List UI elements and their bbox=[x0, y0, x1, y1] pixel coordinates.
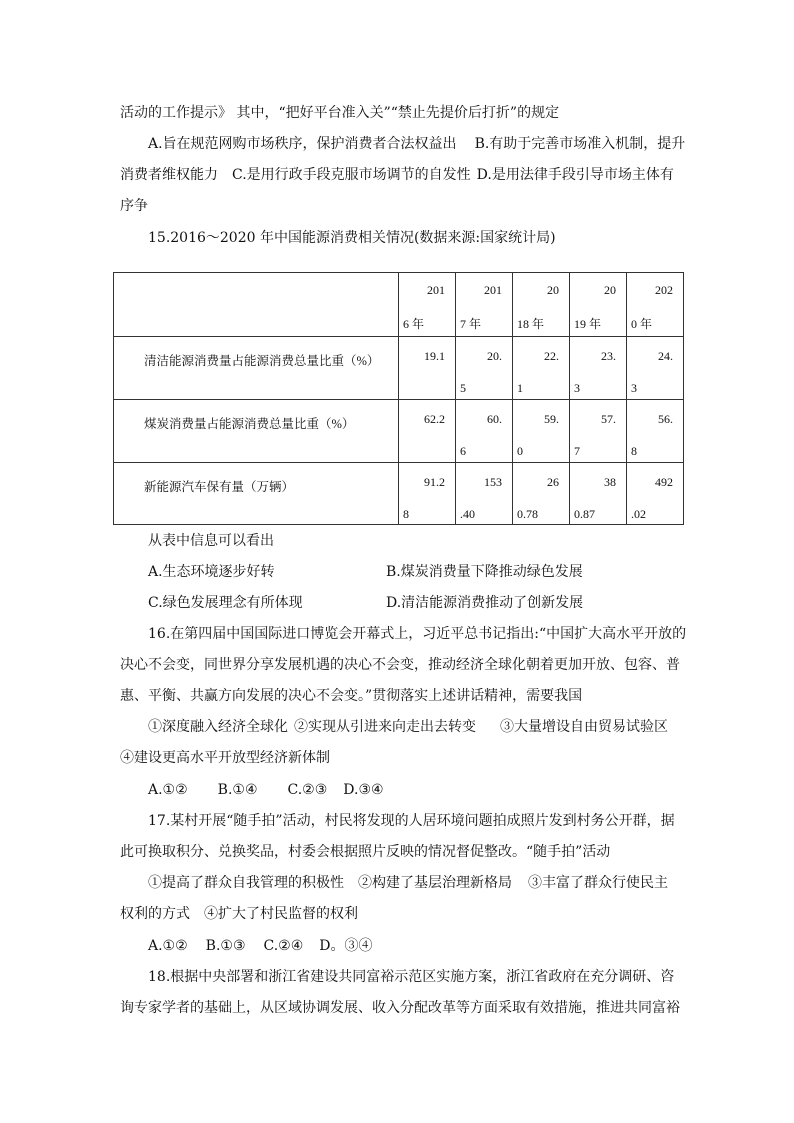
year-cell: 20 19 年 bbox=[570, 273, 627, 337]
q14-option-d: D.是用法律手段引导市场主体有 bbox=[476, 167, 674, 183]
q16-item-1: ①深度融入经济全球化 bbox=[148, 719, 288, 735]
row-label: 新能源汽车保有量（万辆） bbox=[114, 463, 399, 525]
table-cell: 38 0.87 bbox=[570, 463, 627, 525]
q14-option-line-2 bbox=[120, 165, 674, 185]
table-cell: 60. 6 bbox=[456, 400, 513, 463]
q17-item-3: ③丰富了群众行使民主 bbox=[528, 875, 668, 891]
q17-stem-2: 此可换取积分、兑换奖品，村委会根据照片反映的情况督促整改。“随手拍”活动 bbox=[120, 844, 611, 860]
table-cell: 57. 7 bbox=[570, 400, 627, 463]
q14-option-d-end: 序争 bbox=[120, 198, 148, 214]
table-row-nev bbox=[114, 463, 684, 525]
energy-table bbox=[113, 272, 684, 525]
year-cell: 202 0 年 bbox=[627, 273, 684, 337]
q18-stem-1: 18.根据中央部署和浙江省建设共同富裕示范区实施方案，浙江省政府在充分调研、咨 bbox=[148, 969, 675, 985]
table-cell: 19.1 bbox=[399, 337, 456, 400]
q14-option-b: B.有助于完善市场准入机制，提升 bbox=[474, 136, 686, 152]
q17-answer-d: D。③④ bbox=[319, 938, 373, 954]
table-cell: 492 .02 bbox=[627, 463, 684, 525]
table-header-row bbox=[114, 273, 684, 337]
q16-stem-2: 决心不会变，同世界分享发展机遇的决心不会变，推动经济全球化朝着更加开放、包容、普 bbox=[120, 657, 680, 673]
q16-answer-c: C.②③ bbox=[287, 782, 328, 798]
q16-answer-d: D.③④ bbox=[343, 782, 384, 798]
q15-prompt: 从表中信息可以看出 bbox=[148, 533, 274, 549]
table-cell: 56. 8 bbox=[627, 400, 684, 463]
q15-option-a: A.生态环境逐步好转 bbox=[148, 564, 275, 580]
q15-option-c: C.绿色发展理念有所体现 bbox=[148, 595, 303, 611]
q17-stem-1: 17.某村开展“随手拍”活动，村民将发现的人居环境问题拍成照片发到村务公开群，据 bbox=[148, 813, 675, 829]
year-cell: 20 18 年 bbox=[513, 273, 570, 337]
q17-item-3-end: 权利的方式 bbox=[120, 906, 190, 922]
row-label: 清洁能源消费量占能源消费总量比重（%） bbox=[114, 337, 399, 400]
q15-option-b: B.煤炭消费量下降推动绿色发展 bbox=[386, 564, 583, 580]
table-cell: 62.2 bbox=[399, 400, 456, 463]
q18-stem-2: 询专家学者的基础上，从区域协调发展、收入分配改革等方面采取有效措施，推进共同富裕 bbox=[120, 1000, 680, 1016]
q16-stem-1: 16.在第四届中国国际进口博览会开幕式上，习近平总书记指出:“中国扩大高水平开放的 bbox=[148, 626, 687, 642]
table-cell: 153 .40 bbox=[456, 463, 513, 525]
table-row-clean-energy bbox=[114, 337, 684, 400]
q15-stem: 15.2016～2020 年中国能源消费相关情况(数据来源:国家统计局) bbox=[148, 230, 556, 246]
table-cell: 20. 5 bbox=[456, 337, 513, 400]
q15-option-d: D.清洁能源消费推动了创新发展 bbox=[386, 595, 584, 611]
table-cell: 24. 3 bbox=[627, 337, 684, 400]
q17-answer-b: B.①③ bbox=[205, 938, 246, 954]
q14-option-a: A.旨在规范网购市场秩序，保护消费者合法权益出 bbox=[148, 136, 457, 152]
q14-option-b-end: 消费者维权能力 bbox=[120, 167, 218, 183]
table-corner-cell bbox=[114, 273, 399, 337]
table-row-coal bbox=[114, 400, 684, 463]
q17-item-1: ①提高了群众自我管理的积极性 bbox=[148, 875, 344, 891]
q14-option-line-1 bbox=[148, 134, 685, 154]
q16-item-2: ②实现从引进来向走出去转变 bbox=[294, 719, 476, 735]
q17-options-line-2 bbox=[120, 904, 358, 924]
q16-answer-a: A.①② bbox=[148, 782, 188, 798]
q16-options-line bbox=[148, 717, 668, 737]
q16-item-3: ③大量增设自由贸易试验区 bbox=[500, 719, 668, 735]
year-cell: 201 7 年 bbox=[456, 273, 513, 337]
q16-stem-3: 惠、平衡、共赢方向发展的决心不会变。”贯彻落实上述讲话精神，需要我国 bbox=[120, 688, 583, 704]
q17-options-line bbox=[148, 873, 668, 893]
table-cell: 26 0.78 bbox=[513, 463, 570, 525]
row-label: 煤炭消费量占能源消费总量比重（%） bbox=[114, 400, 399, 463]
table-cell: 22. 1 bbox=[513, 337, 570, 400]
table-cell: 91.2 8 bbox=[399, 463, 456, 525]
q17-item-2: ②构建了基层治理新格局 bbox=[358, 875, 512, 891]
q17-answer-c: C.②④ bbox=[263, 938, 304, 954]
q17-answers bbox=[148, 936, 373, 956]
q14-stem-end: 活动的工作提示》 其中，“把好平台准入关”“禁止先提价后打折”的规定 bbox=[120, 105, 560, 121]
q17-answer-a: A.①② bbox=[148, 938, 188, 954]
q16-answer-b: B.①④ bbox=[217, 782, 258, 798]
q16-answers bbox=[148, 780, 384, 800]
q17-item-4: ④扩大了村民监督的权利 bbox=[204, 906, 358, 922]
year-cell: 201 6 年 bbox=[399, 273, 456, 337]
table-cell: 59. 0 bbox=[513, 400, 570, 463]
q16-item-4: ④建设更高水平开放型经济新体制 bbox=[120, 750, 330, 766]
table-cell: 23. 3 bbox=[570, 337, 627, 400]
q14-option-c: C.是用行政手段克服市场调节的自发性 bbox=[232, 167, 471, 183]
